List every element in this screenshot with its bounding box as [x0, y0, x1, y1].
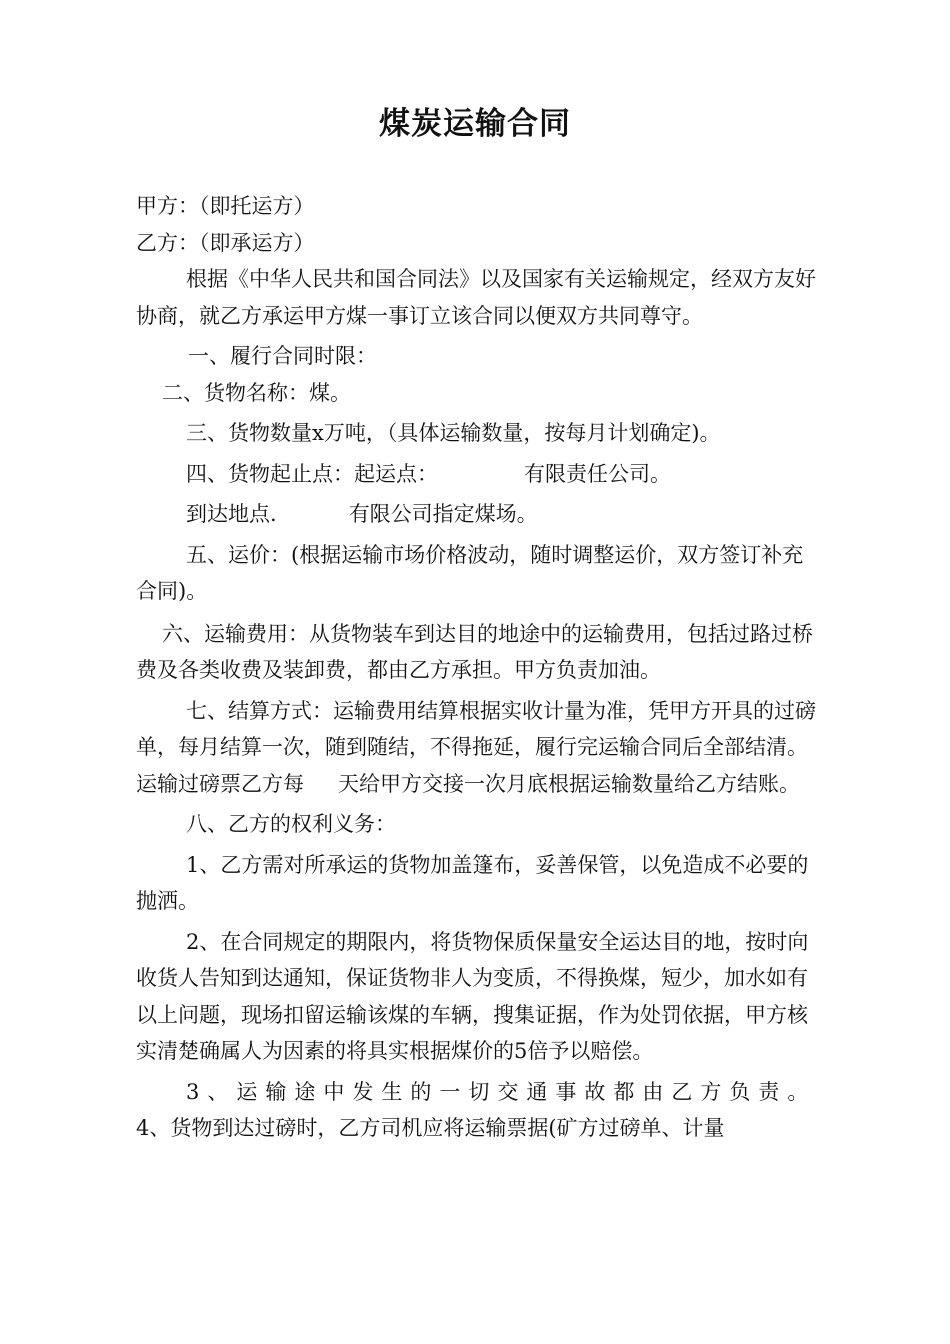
item-1: 1、乙方需对所承运的货物加盖篷布，妥善保管，以免造成不必要的抛洒。 — [136, 852, 809, 913]
clause-4-destination — [136, 496, 820, 533]
item-3: 3、运输途中发生的一切交通事故都由乙方负责。 — [186, 1079, 817, 1104]
clause-4-destination-company: 有限公司指定煤场。 — [348, 502, 538, 526]
intro-paragraph: 根据《中华人民共和国合同法》以及国家有关运输规定，经双方友好协商，就乙方承运甲方煤一事订立该合同以便双方共同尊守。 — [136, 267, 816, 328]
clause-7-text-a: 七、结算方式：运输费用结算根据实收计量为准，凭甲方开具的过磅单，每月结算一次，随到随结，不得拖延，履行完运输合同后全部结清。运输过磅票乙方每 — [136, 698, 816, 796]
clause-7-text-b: 天给甲方交接一次月底根据运输数量给乙方结账。 — [338, 771, 800, 796]
clause-4-origin-label: 四、货物起止点：起运点： — [186, 461, 438, 486]
clause-3: 三、货物数量x万吨，（具体运输数量，按每月计划确定)。 — [186, 421, 721, 445]
clause-2: 二、货物名称：煤。 — [162, 380, 351, 405]
document-title: 煤炭运输合同 — [379, 106, 571, 142]
clause-8: 八、乙方的权利义务： — [186, 812, 396, 836]
clause-1: 一、履行合同时限： — [188, 344, 377, 368]
item-2: 2、在合同规定的期限内，将货物保质保量安全运达目的地，按时向收货人告知到达通知，保证货物非人为变质，不得换煤，短少，加水如有以上问题，现场扣留运输该煤的车辆，搜集证据，作为处罚依据，甲方核实清楚确属人为因素的将具实根据煤价的5倍予以赔偿。 — [136, 929, 809, 1063]
clause-4-origin-company: 有限责任公司。 — [524, 461, 671, 486]
clause-7 — [136, 693, 820, 803]
party-a-line: 甲方：（即托运方） — [136, 194, 315, 218]
party-b-line: 乙方：（即承运方） — [136, 230, 315, 255]
clause-5: 五、运价：(根据运输市场价格波动，随时调整运价，双方签订补充合同)。 — [136, 542, 804, 603]
clause-4 — [136, 456, 820, 493]
document-body — [136, 188, 820, 1147]
clause-4-destination-label: 到达地点. — [186, 502, 277, 526]
item-4: 4、货物到达过磅时，乙方司机应将运输票据(矿方过磅单、计量 — [136, 1116, 725, 1140]
clause-6: 六、运输费用：从货物装车到达目的地途中的运输费用，包括过路过桥费及各类收费及装卸费，都由乙方承担。甲方负责加油。 — [136, 621, 813, 682]
